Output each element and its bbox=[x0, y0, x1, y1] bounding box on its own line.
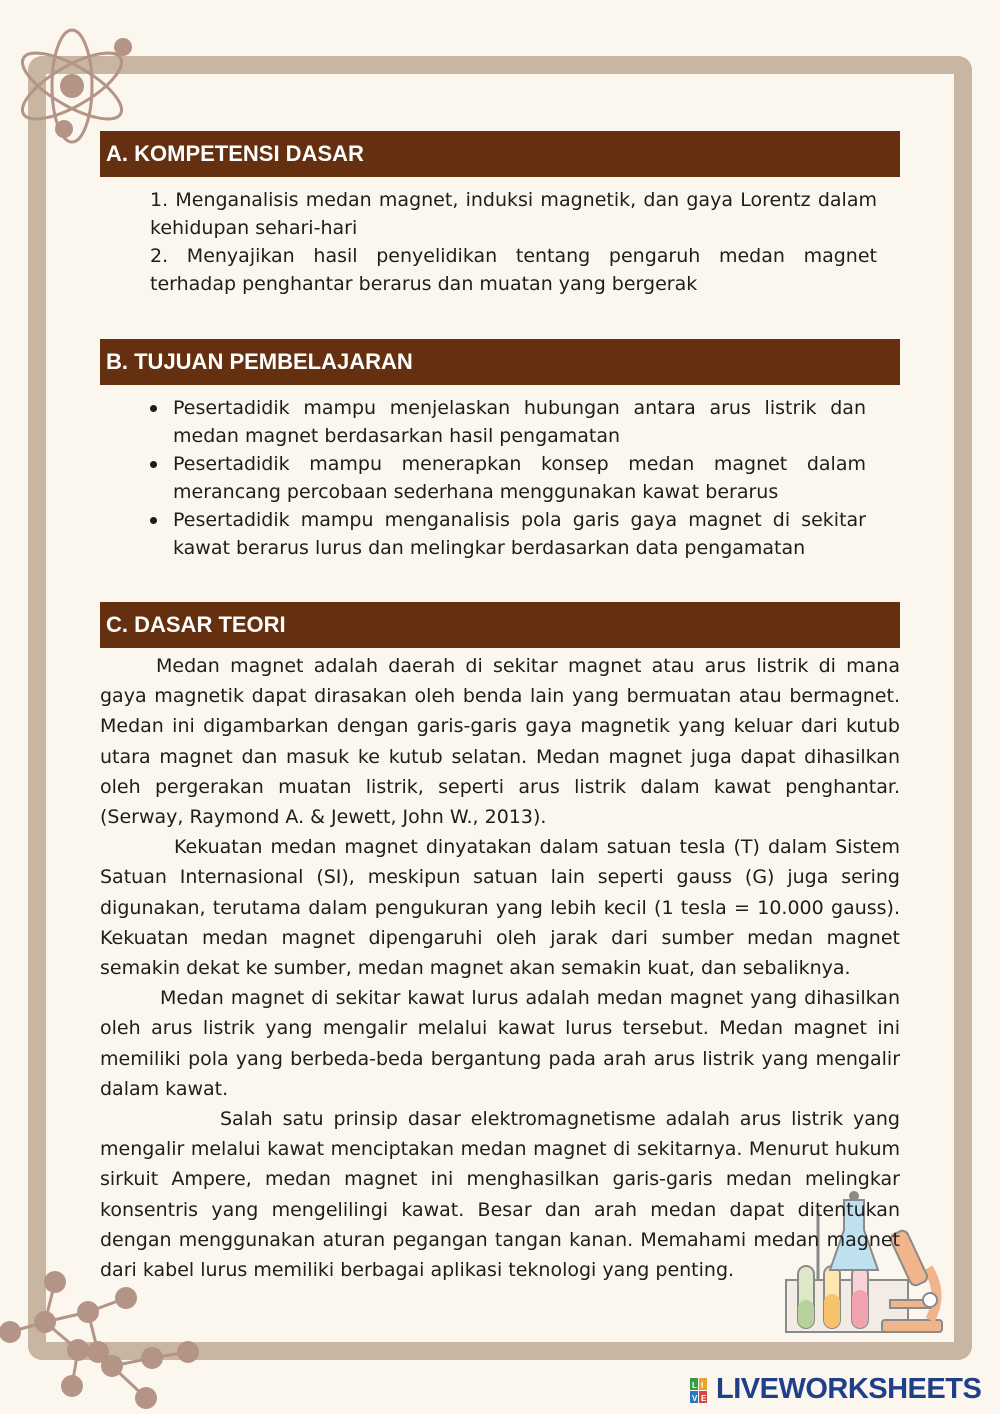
theory-paragraph: Medan magnet adalah daerah di sekitar magnet atau arus listrik di mana gaya magnetik dapat dirasakan oleh benda lain yang bermuatan atau bermagnet. Medan ini digambarkan dengan garis-garis gaya magnetik yang keluar dari kutub utara magnet dan masuk ke kutub selatan. Medan magnet juga dapat dihasilkan oleh pergerakan muatan listrik, seperti arus listrik dalam kawat penghantar. (Serway, Raymond A. & Jewett, John W., 2013). bbox=[100, 655, 900, 829]
list-item-text: Pesertadidik mampu menjelaskan hubungan antara arus listrik dan medan magnet berdasarkan hasil pengamatan bbox=[173, 397, 866, 447]
liveworksheets-brand[interactable] bbox=[690, 1372, 990, 1406]
liveworksheets-logo-icon bbox=[690, 1378, 716, 1404]
tujuan-pembelajaran-list bbox=[150, 394, 866, 562]
bullet-icon bbox=[150, 461, 157, 468]
svg-text:I: I bbox=[701, 1381, 704, 1390]
dasar-teori-body bbox=[100, 651, 900, 1285]
kompetensi-dasar-list bbox=[150, 186, 877, 298]
list-item bbox=[150, 394, 866, 450]
svg-text:L: L bbox=[692, 1381, 697, 1390]
list-item: 2. Menyajikan hasil penyelidikan tentang pengaruh medan magnet terhadap penghantar berarus dan muatan yang bergerak bbox=[150, 245, 877, 295]
brand-text: LIVEWORKSHEETS bbox=[716, 1373, 982, 1405]
bullet-icon bbox=[150, 517, 157, 524]
atom-icon bbox=[10, 22, 150, 146]
bullet-icon bbox=[150, 405, 157, 412]
section-header-tujuan-pembelajaran: B. TUJUAN PEMBELAJARAN bbox=[100, 339, 900, 385]
svg-text:E: E bbox=[701, 1394, 707, 1403]
theory-paragraph: Medan magnet di sekitar kawat lurus adalah medan magnet yang dihasilkan oleh arus listrik yang mengalir melalui kawat lurus tersebut. Medan magnet ini memiliki pola yang berbeda-beda bergantung pada arah arus listrik yang mengalir dalam kawat. bbox=[100, 987, 900, 1100]
theory-paragraph: Kekuatan medan magnet dinyatakan dalam satuan tesla (T) dalam Sistem Satuan Internasional (SI), meskipun satuan lain seperti gauss (G) juga sering digunakan, terutama dalam pengukuran yang lebih kecil (1 tesla = 10.000 gauss). Kekuatan medan magnet dipengaruhi oleh jarak dari sumber medan magnet semakin dekat ke sumber, medan magnet akan semakin kuat, dan sebaliknya. bbox=[100, 836, 900, 980]
theory-paragraph: Salah satu prinsip dasar elektromagnetisme adalah arus listrik yang mengalir melalui kawat menciptakan medan magnet di sekitarnya. Menurut hukum sirkuit Ampere, medan magnet ini menghasilkan garis-garis medan melingkar konsentris yang mengelilingi kawat. Besar dan arah medan dapat ditentukan dengan menggunakan aturan pegangan tangan kanan. Memahami medan magnet dari kabel lurus memiliki berbagai aplikasi teknologi yang penting. bbox=[100, 1108, 900, 1282]
section-header-kompetensi-dasar: A. KOMPETENSI DASAR bbox=[100, 131, 900, 177]
list-item bbox=[150, 450, 866, 506]
list-item-text: Pesertadidik mampu menerapkan konsep medan magnet dalam merancang percobaan sederhana menggunakan kawat berarus bbox=[173, 453, 866, 503]
list-item: 1. Menganalisis medan magnet, induksi magnetik, dan gaya Lorentz dalam kehidupan sehari-hari bbox=[150, 189, 877, 239]
list-item-text: Pesertadidik mampu menganalisis pola garis gaya magnet di sekitar kawat berarus lurus dan melingkar berdasarkan data pengamatan bbox=[173, 509, 866, 559]
svg-text:V: V bbox=[692, 1394, 698, 1403]
list-item bbox=[150, 506, 866, 562]
section-header-dasar-teori: C. DASAR TEORI bbox=[100, 602, 900, 648]
